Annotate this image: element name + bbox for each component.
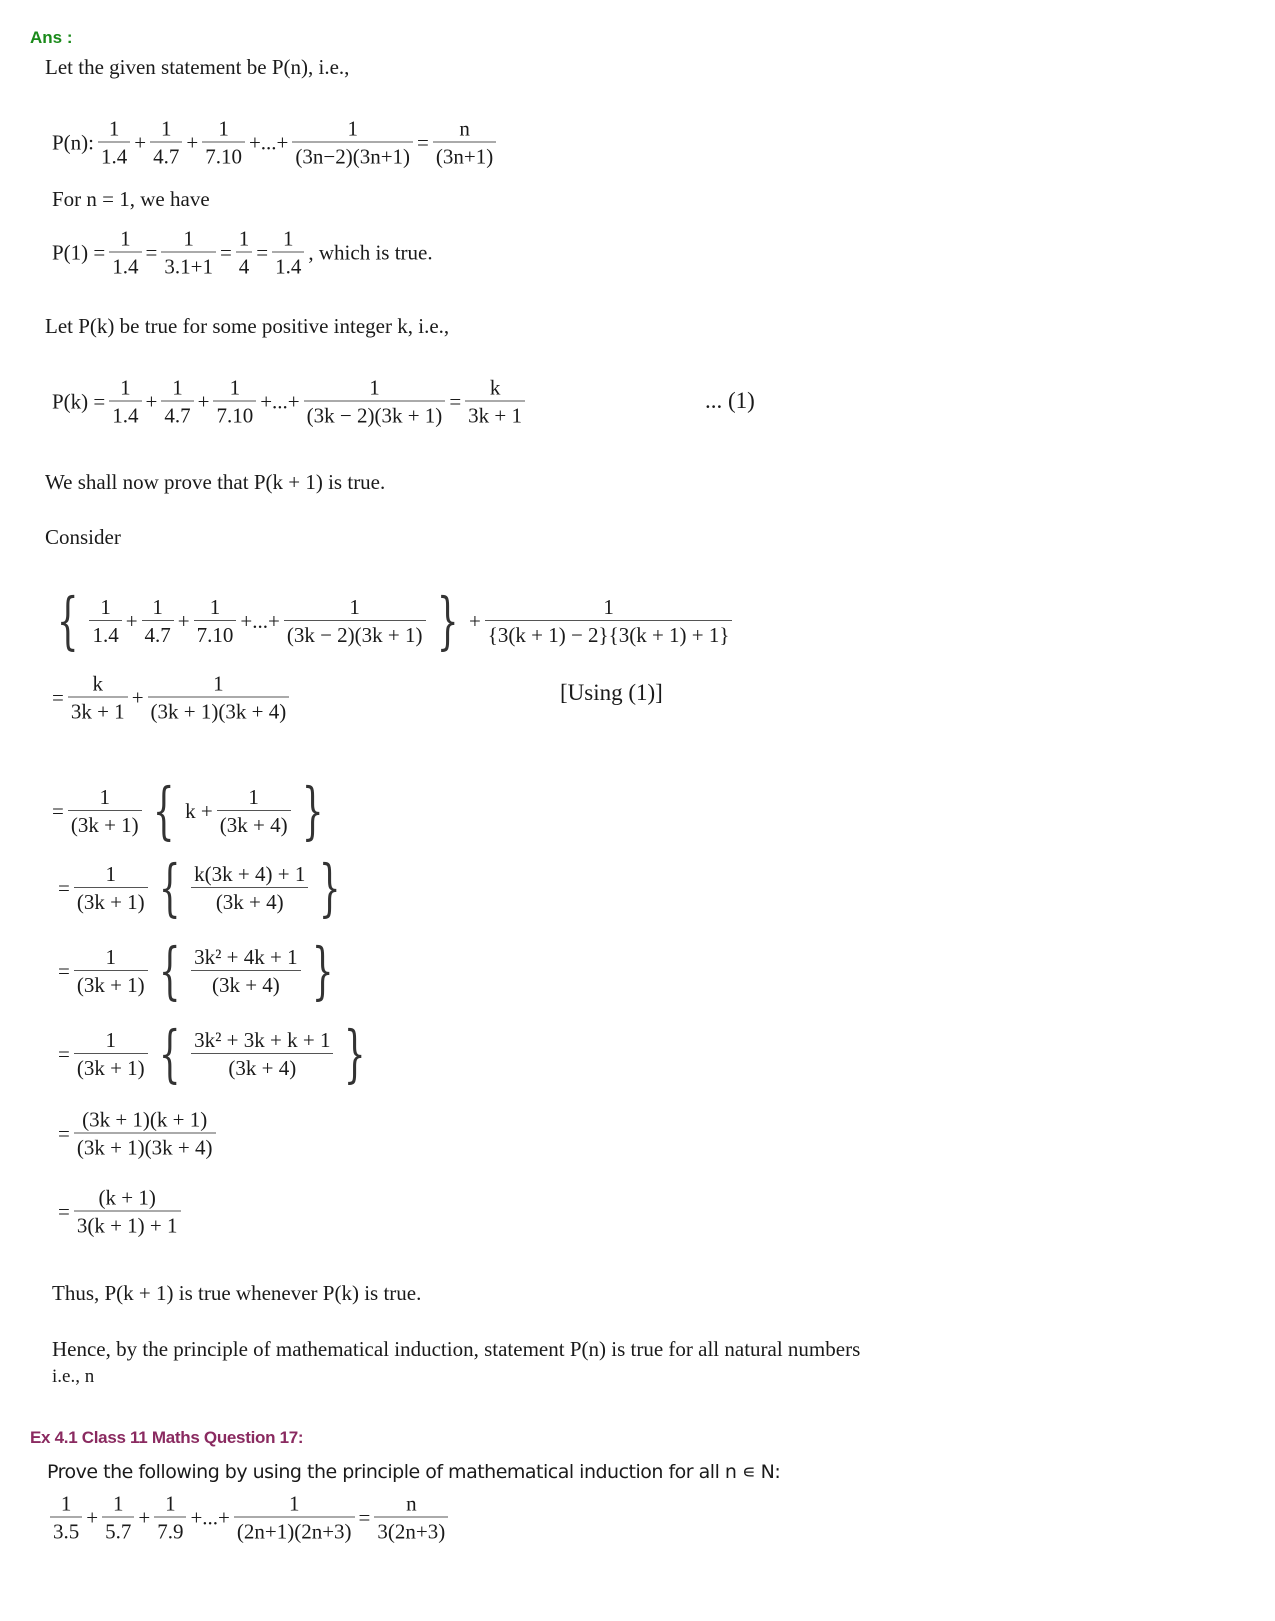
fraction-numerator: 1 [213,671,224,696]
fraction-numerator: 1 [99,784,111,809]
fraction [284,594,426,649]
fraction [150,116,182,171]
math-symbol: P(k) = [52,389,106,414]
fraction-numerator: (3k + 1)(k + 1) [82,1107,208,1132]
fraction-denominator: 7.10 [216,403,254,428]
equation-p1 [50,226,435,281]
fraction-numerator: 1 [105,1027,117,1052]
math-symbol: = [449,389,462,414]
fraction-numerator: 3k² + 3k + k + 1 [194,1027,331,1052]
fraction-numerator: 1 [105,944,117,969]
fraction-numerator: 1 [349,594,360,619]
fraction-denominator: 3(k + 1) + 1 [76,1213,178,1238]
question-prompt: Prove the following by using the principle of mathematical induction for all n ∊ N: [47,1461,781,1483]
let-pk-text: Let P(k) be true for some positive integer k, i.e., [45,314,450,338]
fraction [74,944,148,999]
math-symbol: + [177,608,190,633]
fraction-numerator: 1 [105,861,117,886]
fraction [194,594,237,649]
fraction [234,1491,355,1546]
fraction-numerator: 1 [218,116,229,141]
fraction [74,861,148,916]
fraction-denominator: 1.4 [112,254,139,279]
math-symbol: = [417,130,429,155]
fraction [191,1027,333,1082]
fraction [50,1491,82,1546]
fraction-denominator: (3k + 4) [211,972,280,997]
fraction-denominator: (2n+1)(2n+3) [236,1519,352,1544]
fraction [292,116,413,171]
equation-pk [50,375,527,430]
fraction-numerator: 1 [120,375,131,400]
equation-step5 [56,1017,375,1090]
fraction-denominator: 1.4 [101,144,128,169]
close-brace: } [311,934,334,1007]
fraction-numerator: 1 [108,116,120,141]
fraction [98,116,130,171]
bracketed-group [150,851,350,924]
hence-text-cont: i.e., n [52,1366,95,1387]
fraction-numerator: 1 [238,226,250,251]
fraction-numerator: k(3k + 4) + 1 [194,861,306,886]
math-symbol: + [86,1505,99,1530]
fraction [433,116,496,171]
math-symbol: +...+ [240,608,280,633]
fraction-numerator: 1 [112,1491,124,1516]
close-brace: } [344,1017,367,1090]
fraction-numerator: 1 [100,594,111,619]
fraction-denominator: 4.7 [144,622,171,647]
math-symbol: +...+ [248,130,289,155]
fraction-denominator: (3k + 4) [219,812,288,837]
fraction-denominator: (3k + 1) [76,889,145,914]
open-brace: { [158,1017,181,1090]
fraction-denominator: 7.10 [196,622,234,647]
equation-reference: ... (1) [705,388,755,413]
fraction-denominator: 4.7 [153,144,180,169]
fraction-denominator: (3k + 1) [76,972,145,997]
math-symbol: P(1) = [52,240,106,265]
fraction [102,1491,134,1546]
fraction-numerator: 1 [152,594,163,619]
fraction-numerator: k [489,375,501,400]
fraction-numerator: 1 [283,226,294,251]
fraction-denominator: 1.4 [275,254,302,279]
intro-text: Let the given statement be P(n), i.e., [45,55,350,79]
math-symbol: +...+ [260,389,300,414]
fraction [68,784,142,839]
math-symbol: = [358,1505,371,1530]
fraction [304,375,446,430]
math-symbol: = [58,1199,70,1224]
fraction-denominator: (3k + 1) [76,1055,145,1080]
consider-text: Consider [45,525,121,549]
question-title: Ex 4.1 Class 11 Maths Question 17: [30,1428,304,1447]
fraction-numerator: n [459,116,470,141]
fraction-denominator: 4.7 [164,403,191,428]
fraction-denominator: (3k + 1)(3k + 4) [76,1135,213,1160]
fraction-numerator: 1 [248,784,259,809]
math-symbol: = [58,1121,70,1146]
fraction-denominator: 4 [238,254,250,279]
equation-step2 [50,774,332,847]
fraction [148,671,290,726]
close-brace: } [301,774,324,847]
equation-text: , which is true. [308,240,433,265]
fraction-numerator: 1 [160,116,172,141]
fraction [109,226,141,281]
math-symbol: = [256,240,269,265]
equation-consider [48,584,734,657]
fraction-numerator: 1 [60,1491,72,1516]
fraction-numerator: 1 [347,116,358,141]
using-note: [Using (1)] [560,680,663,705]
fraction-denominator: 7.10 [205,144,242,169]
fraction [74,1027,148,1082]
fraction [191,861,308,916]
math-symbol: = [58,958,70,983]
math-symbol: = [58,1041,70,1066]
math-symbol: + [138,1505,151,1530]
bracketed-group [144,774,332,847]
open-brace: { [56,584,79,657]
open-brace: { [158,934,181,1007]
math-symbol: P(n): [52,130,94,155]
fraction [191,944,300,999]
fraction-denominator: 3.1+1 [164,254,213,279]
math-symbol: = [219,240,232,265]
math-symbol: = [58,875,70,900]
math-symbol: + [186,130,199,155]
fraction-denominator: (3k + 4) [228,1055,297,1080]
bracketed-group [150,934,342,1007]
math-symbol: + [145,389,158,414]
equation-step7 [56,1185,183,1240]
fraction-denominator: (3n+1) [435,144,494,169]
fraction-numerator: 1 [209,594,221,619]
close-brace: } [319,851,341,924]
fraction [213,375,256,430]
fraction [142,594,174,649]
equation-step1 [50,671,291,726]
fraction-numerator: 1 [120,226,131,251]
fraction-numerator: 1 [229,375,241,400]
fraction [374,1491,448,1546]
math-symbol: = [52,798,64,823]
math-symbol: + [134,130,147,155]
fraction-denominator: (3n−2)(3n+1) [295,144,411,169]
fraction-denominator: (3k + 1)(3k + 4) [150,699,287,724]
equation-step6 [56,1107,218,1162]
fraction [89,594,121,649]
equation-q17 [48,1491,450,1546]
fraction-denominator: {3(k + 1) − 2}{3(k + 1) + 1} [487,622,730,647]
fraction-numerator: 1 [183,226,194,251]
equation-step3 [56,851,350,924]
equation-step4 [56,934,342,1007]
shall-prove-text: We shall now prove that P(k + 1) is true. [45,470,386,494]
fraction-numerator: n [406,1491,417,1516]
fraction [161,226,216,281]
fraction-denominator: 1.4 [112,403,139,428]
fraction [74,1107,216,1162]
fraction-denominator: (3k + 1) [70,812,139,837]
fraction [68,671,128,726]
math-symbol: = [145,240,158,265]
thus-text: Thus, P(k + 1) is true whenever P(k) is true. [52,1281,422,1305]
bracketed-group [48,584,467,657]
math-symbol: + [125,608,138,633]
math-symbol: +...+ [190,1505,230,1530]
fraction-denominator: 3k + 1 [70,699,125,724]
fraction-numerator: 1 [172,375,183,400]
fraction [109,375,141,430]
math-symbol: + [197,389,210,414]
open-brace: { [158,851,181,924]
fraction-numerator: (k + 1) [98,1185,156,1210]
fraction [154,1491,186,1546]
fraction-denominator: (3k − 2)(3k + 1) [286,622,423,647]
close-brace: } [436,584,459,657]
math-symbol: + [131,685,144,710]
open-brace: { [152,774,175,847]
fraction-denominator: (3k − 2)(3k + 1) [306,403,443,428]
fraction [202,116,245,171]
for-n1-text: For n = 1, we have [52,187,210,211]
fraction-numerator: k [92,671,104,696]
math-symbol: = [52,685,64,710]
fraction [272,226,304,281]
fraction [74,1185,181,1240]
fraction [236,226,253,281]
fraction-numerator: 1 [603,594,614,619]
fraction-denominator: 3.5 [53,1519,80,1544]
fraction [161,375,193,430]
fraction-numerator: 3k² + 4k + 1 [194,944,298,969]
fraction-numerator: 1 [369,375,380,400]
fraction-denominator: 7.9 [157,1519,184,1544]
fraction-denominator: 5.7 [105,1519,132,1544]
bracketed-group [150,1017,375,1090]
fraction-denominator: (3k + 4) [215,889,284,914]
equation-pn [50,116,498,171]
fraction-numerator: 1 [288,1491,300,1516]
fraction [217,784,291,839]
fraction-denominator: 3k + 1 [468,403,522,428]
fraction [485,594,733,649]
math-symbol: + [468,608,481,633]
hence-text: Hence, by the principle of mathematical induction, statement P(n) is true for all natural numbers [52,1337,861,1361]
math-symbol: k + [185,798,213,823]
fraction-denominator: 3(2n+3) [377,1519,446,1544]
answer-label: Ans : [30,28,73,47]
fraction-denominator: 1.4 [92,622,119,647]
fraction-numerator: 1 [165,1491,176,1516]
fraction [465,375,525,430]
